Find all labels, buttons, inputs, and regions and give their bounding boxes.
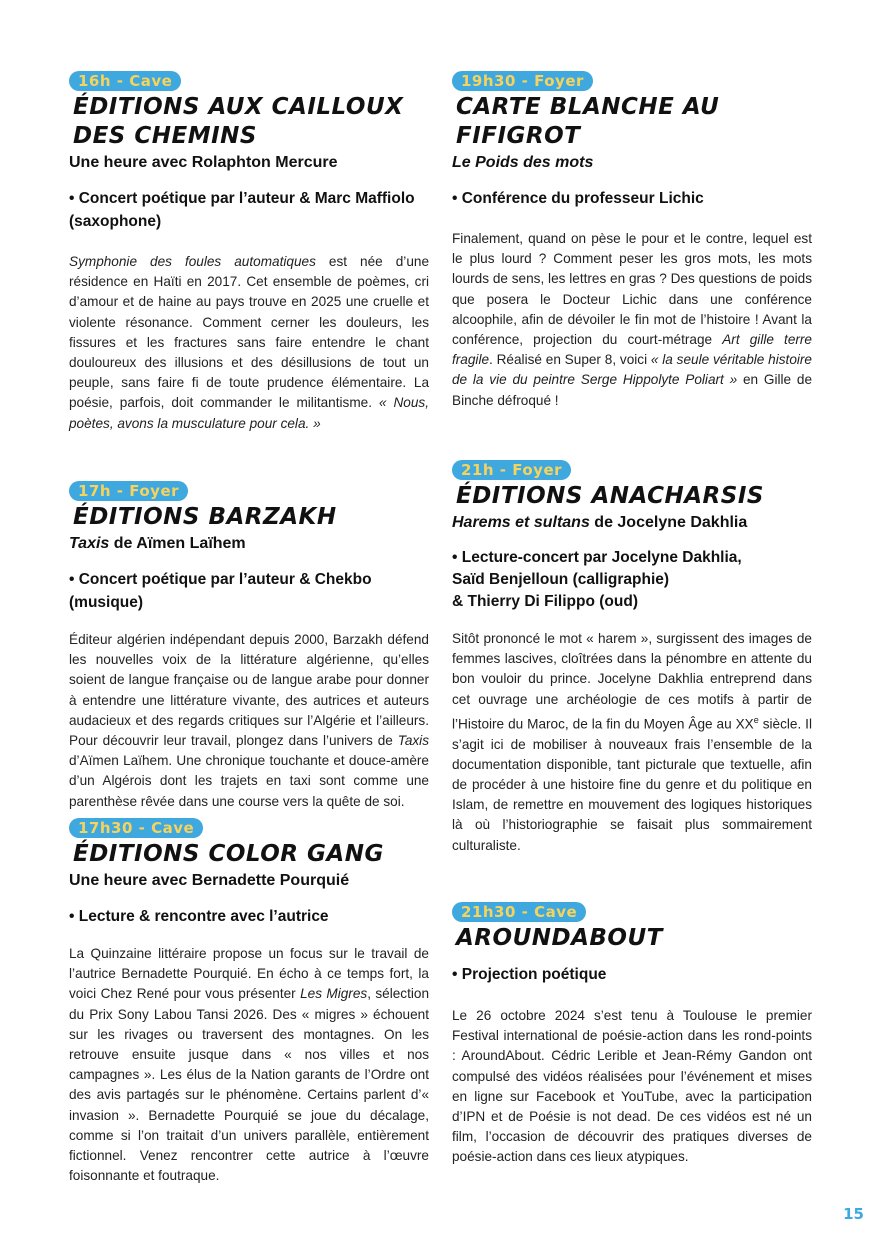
event-activity [69,187,429,233]
event-title [73,503,429,532]
superscript: e [753,714,759,725]
book-title: Symphonie des foules automatiques [69,254,316,269]
activity-line: • Projection poétique [452,966,607,983]
activity-line: • Conférence du professeur Lichic [452,190,704,207]
book-title: Les Migres [300,986,368,1002]
subtitle-text: de Jocelyne Dakhlia [589,514,748,531]
event-17h30-cave [69,818,429,1186]
event-title-line: FIFIGROT [456,123,581,149]
time-location-tag: 17h30 - Cave [69,818,203,838]
event-title [456,482,812,511]
event-title [456,924,812,953]
description-text: . Réalisé en Super 8, voici [489,352,651,368]
event-activity [69,905,429,928]
description-text: , sélection du Prix Sony Labou Tansi 2026. Des « migres » échouent sur les rivages ou traversent des montagnes. On les retrouve ensuite jusque dans « nos villes et nos campagnes ». Les élus de la Nation garants de l’Ordre ont des avis partagés sur le phénomène. Certains parlent d’« invasion ». Bernadette Pourquié se joue du décalage, comme si l’on traitait d’un univers parallèle, entièrement fictionnel. Venez rencontrer cette autrice à l’œuvre foisonnante et foutraque. [69,986,429,1184]
description-text: d’Aïmen Laïhem. Une chronique touchante et douce-amère d’un Algérois dont les trajets en taxi sont comme une parenthèse rêvée dans une course vers la quête de soi. [69,753,429,809]
event-description [452,1006,812,1168]
quote: « la seule véritable histoire de la vie du peintre Serge Hippolyte Poliart » [452,352,812,388]
event-activity [69,568,429,614]
event-title-line: ÉDITIONS ANACHARSIS [456,483,764,509]
event-description [452,629,812,856]
event-19h30-foyer [452,71,812,411]
event-subtitle: Une heure avec Rolaphton Mercure [69,154,338,171]
event-21h30-cave [452,902,812,1168]
event-21h-foyer [452,460,812,856]
event-activity [452,963,812,986]
event-17h-foyer [69,481,429,812]
event-subtitle [452,153,812,173]
event-title-line: CARTE BLANCHE AU [456,94,720,120]
event-description [69,630,429,812]
subtitle-text: Le Poids des mots [452,154,594,171]
description-text: siècle. Il s’agit ici de mobiliser à nouveaux frais l’ensemble de la documentation disponible, tant picturale que textuelle, afin de procéder à une histoire fine du genre et du politique en Islam, de remettre en mouvement des logiques historiques là où l’historiographie se faisait plus sommairement culturaliste. [452,716,812,853]
event-title-line: ÉDITIONS BARZAKH [73,504,337,530]
event-title-line: ÉDITIONS COLOR GANG [73,841,384,867]
event-activity [452,187,812,210]
time-location-tag: 21h30 - Cave [452,902,586,922]
event-description [69,944,429,1186]
activity-line: Saïd Benjelloun (calligraphie) [452,571,670,588]
event-subtitle: Une heure avec Bernadette Pourquié [69,872,350,889]
description-text: est née d’une résidence en Haïti en 2017. Cet ensemble de poèmes, cri d’amour et de haine au pays trouve en 2025 une cruelle et violente résonance. Comment cerner les douleurs, les fissures et les fractures sans faire entendre le chant douloureux des illusions et des désillusions de tout un peuple, sans faire fi de toute prudence élémentaire. La poésie, parfois, doit commander le militantisme. [69,254,429,411]
event-title [73,93,429,151]
time-location-tag: 16h - Cave [69,71,181,91]
subtitle-text: de Aïmen Laïhem [109,535,246,552]
time-location-tag: 19h30 - Foyer [452,71,593,91]
activity-line: • Concert poétique par l’auteur & Chekbo (musique) [69,571,372,611]
event-title [73,840,429,869]
event-title-line: AROUNDABOUT [456,925,663,951]
event-title [456,93,812,151]
description-text: Sitôt prononcé le mot « harem », surgissent des images de femmes lascives, cloîtrées dans la pénombre en attente du bon vouloir du prince. Jocelyne Dakhlia entreprend dans cet ouvrage une archéologie de ces motifs à partir de l’Histoire du Maroc, de la fin du Moyen Âge au XX [452,631,812,732]
activity-line: • Lecture & rencontre avec l’autrice [69,908,329,925]
description-text: en Gille de Binche défroqué ! [452,372,813,408]
description-text: Finalement, quand on pèse le pour et le contre, lequel est le plus lourd ? Comment peser les gros mots, les mots lourds de sens, les lettres en gras ? Des questions de poids que posera le Docteur Lichic dans une conférence alcoophile, afin de dévoiler le fin mot de l’histoire ! Avant la conférence, projection du court-métrage [452,231,812,348]
book-title: Taxis [397,733,429,749]
activity-line: (saxophone) [69,213,162,230]
event-subtitle [452,513,812,533]
time-location-tag: 17h - Foyer [69,481,188,501]
activity-line: & Thierry Di Filippo (oud) [452,593,638,610]
page-number: 15 [843,1205,864,1223]
book-title: Taxis [69,535,110,552]
event-description [452,229,812,411]
quote: « Nous, poètes, avons la musculature pour cela. » [69,395,429,431]
event-16h-cave [69,71,429,434]
activity-line: • Concert poétique par l’auteur & Marc Maffiolo [69,190,415,207]
book-title: Harems et sultans [452,514,590,531]
event-title-line: DES CHEMINS [73,123,257,149]
description-text: Le 26 octobre 2024 s’est tenu à Toulouse le premier Festival international de poésie-action dans les rond-points : AroundAbout. Cédric Lerible et Jean-Rémy Gandon ont compulsé des vidéos réalisées pour l’événement et mises en ligne sur Facebook et YouTube, avec la participation d’IPN et de Poésie is not dead. De ces vidéos est né un film, l’occasion de découvrir des pratiques diverses de poésie-action dans ces lieux atypiques. [452,1008,812,1165]
event-title-line: ÉDITIONS AUX CAILLOUX [73,94,404,120]
description-text: Éditeur algérien indépendant depuis 2000, Barzakh défend les nouvelles voix de la littérature algérienne, qu’elles soient de langue française ou de langue arabe pour donner à entendre une littérature vivante, des autrices et auteurs audacieux et des regards critiques sur l’Algérie et l’ailleurs. Pour découvrir leur travail, plongez dans l’univers de [69,632,429,749]
time-location-tag: 21h - Foyer [452,460,571,480]
film-title: Art gille terre fragile [452,332,812,368]
description-text: La Quinzaine littéraire propose un focus sur le travail de l’autrice Bernadette Pourquié. En écho à ce temps fort, la voici Chez René pour vous présenter [69,946,429,1002]
event-subtitle [69,534,429,554]
event-description [69,252,429,434]
activity-line: • Lecture-concert par Jocelyne Dakhlia, [452,549,742,566]
event-activity [452,547,812,613]
